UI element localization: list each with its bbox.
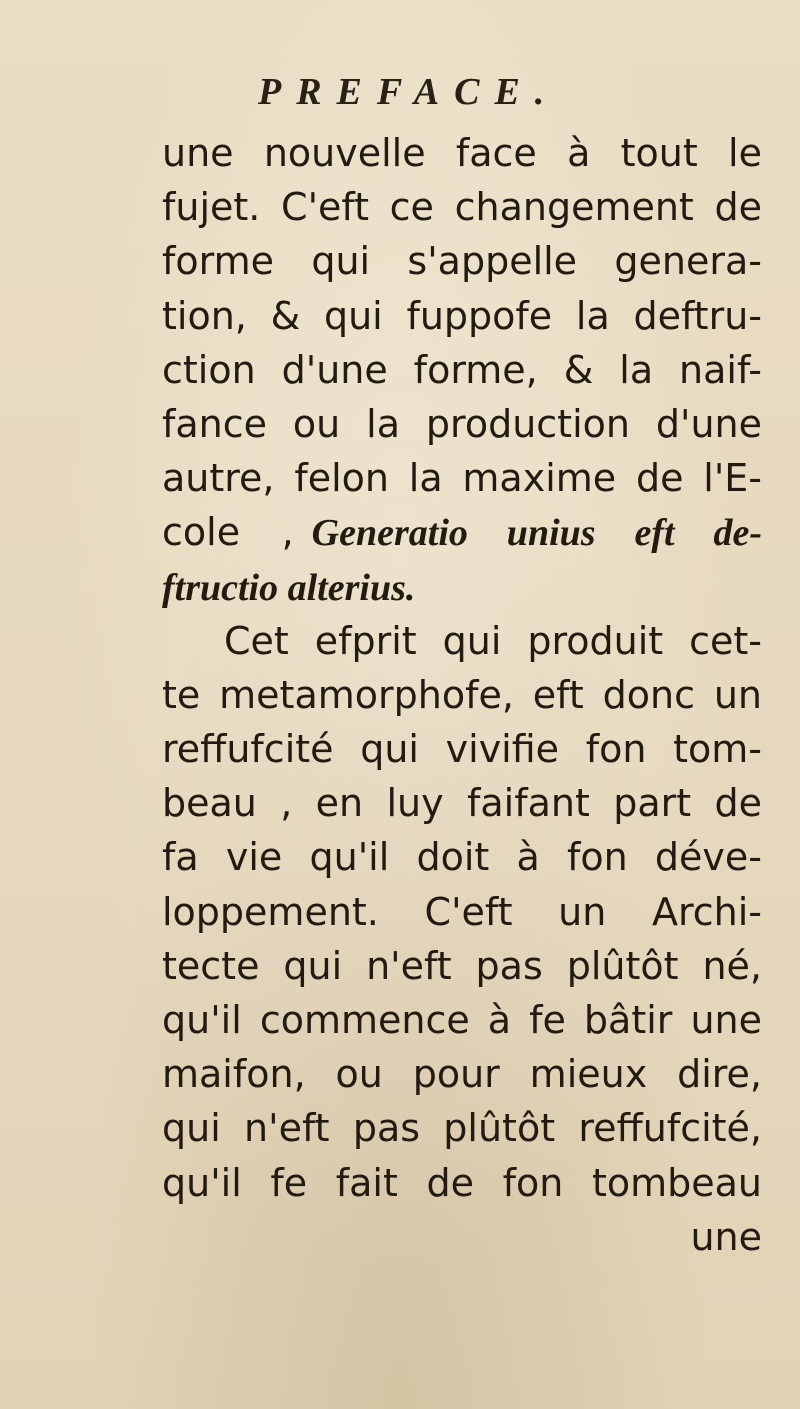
text-segment: cole ,	[162, 510, 294, 555]
text-line: fa vie qu'il doit à fon déve-	[162, 835, 762, 880]
text-line: tecte qui n'eft pas plûtôt né,	[162, 943, 762, 988]
text-line: autre, felon la maxime de l'E-	[162, 456, 762, 501]
text-line: reffufcité qui vivifie fon tom-	[162, 727, 762, 772]
text-line: ction d'une forme, & la naif-	[162, 347, 762, 392]
text-line-with-latin	[162, 505, 762, 559]
text-line: fance ou la production d'une	[162, 401, 762, 446]
running-head: PREFACE.	[258, 71, 560, 113]
latin-quote: Generatio unius eft de-	[311, 512, 762, 555]
text-line: fujet. C'eft ce changement de	[162, 185, 762, 230]
text-line: beau , en luy faifant part de	[162, 781, 762, 826]
text-line: une nouvelle face à tout le	[162, 131, 762, 175]
text-line: te metamorphofe, eft donc un	[162, 672, 762, 717]
text-line: maifon, ou pour mieux dire,	[162, 1052, 762, 1097]
body-text	[162, 126, 762, 1264]
latin-quote-line	[162, 560, 762, 614]
latin-quote: ftructio alterius.	[162, 566, 416, 609]
text-line: tion, & qui fuppofe la deftru-	[162, 293, 762, 338]
text-line: loppement. C'eft un Archi-	[162, 889, 762, 934]
catchword: une	[690, 1214, 762, 1259]
text-line: qu'il fe fait de fon tombeau	[162, 1160, 762, 1205]
text-line: qui n'eft pas plûtôt reffufcité,	[162, 1106, 762, 1151]
text-line: forme qui s'appelle genera-	[162, 239, 762, 284]
text-line: Cet efprit qui produit cet-	[224, 618, 762, 663]
text-line: qu'il commence à fe bâtir une	[162, 998, 762, 1042]
